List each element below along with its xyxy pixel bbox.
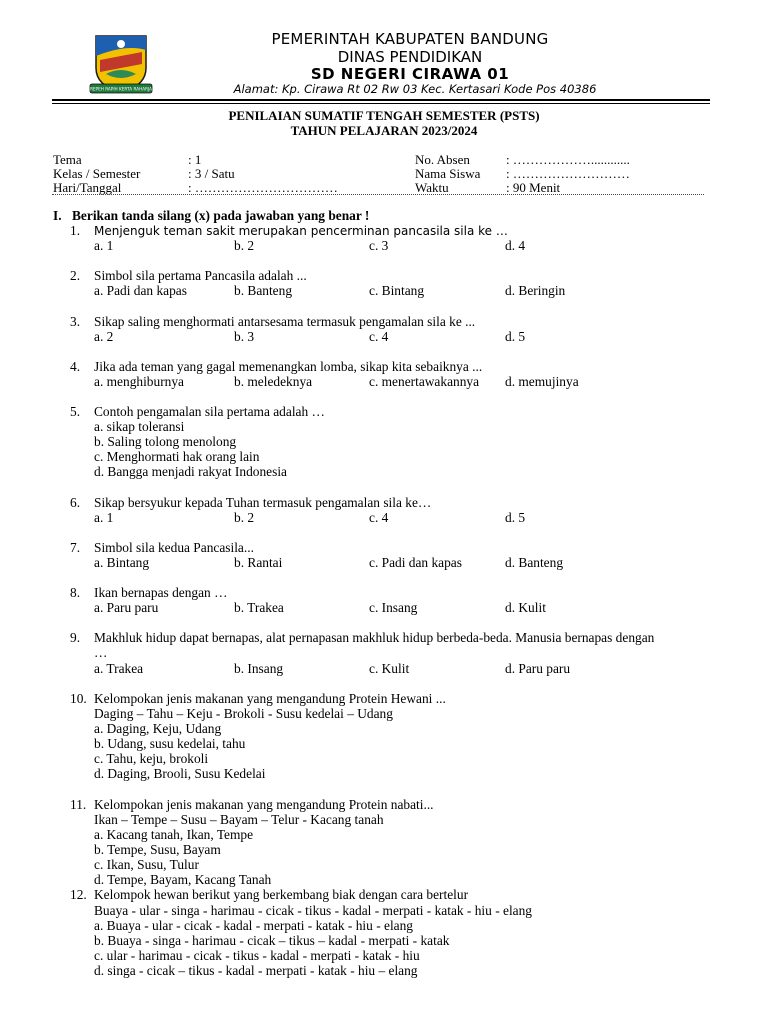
option-a[interactable]: a. menghiburnya	[94, 374, 184, 389]
option-c[interactable]: c. Kulit	[369, 661, 410, 676]
question-text-continued: Daging – Tahu – Keju - Brokoli - Susu kedelai – Udang	[94, 706, 393, 721]
option-b[interactable]: b. 2	[234, 238, 255, 253]
option-b[interactable]: b. Udang, susu kedelai, tahu	[94, 736, 246, 751]
option-c[interactable]: c. Menghormati hak orang lain	[94, 449, 260, 464]
school-name: SD NEGERI CIRAWA 01	[310, 65, 510, 83]
option-a[interactable]: a. Padi dan kapas	[94, 283, 187, 298]
question-text: Kelompokan jenis makanan yang mengandung Protein nabati...	[94, 797, 434, 812]
school-district-logo	[86, 30, 156, 98]
option-a[interactable]: a. Buaya - ular - cicak - kadal - merpati - katak - hiu - elang	[94, 918, 413, 933]
kelas-label: Kelas / Semester	[53, 166, 141, 181]
option-d[interactable]: d. Paru paru	[505, 661, 571, 676]
section-title: Berikan tanda silang (x) pada jawaban yang benar !	[72, 208, 370, 223]
header-government: PEMERINTAH KABUPATEN BANDUNG	[271, 30, 549, 48]
nama-label: Nama Siswa	[415, 166, 481, 181]
hari-label: Hari/Tanggal	[53, 180, 122, 195]
question-text: Simbol sila pertama Pancasila adalah ...	[94, 268, 307, 283]
option-c[interactable]: c. Tahu, keju, brokoli	[94, 751, 209, 766]
question-number: 7.	[70, 540, 81, 555]
question-text-continued: Buaya - ular - singa - harimau - cicak - tikus - kadal - merpati - katak - hiu - elang	[94, 903, 533, 918]
option-c[interactable]: c. Ikan, Susu, Tulur	[94, 857, 199, 872]
option-a[interactable]: a. 1	[94, 510, 114, 525]
option-c[interactable]: c. 4	[369, 510, 389, 525]
option-a[interactable]: a. Daging, Keju, Udang	[94, 721, 222, 736]
question-number: 9.	[70, 630, 81, 645]
option-b[interactable]: b. Saling tolong menolong	[94, 434, 237, 449]
option-d[interactable]: d. Kulit	[505, 600, 546, 615]
absen-value: : ………………............	[506, 152, 630, 167]
option-d[interactable]: d. Bangga menjadi rakyat Indonesia	[94, 464, 287, 479]
option-c[interactable]: c. ular - harimau - cicak - tikus - kadal - merpati - katak - hiu	[94, 948, 420, 963]
question-number: 3.	[70, 314, 81, 329]
option-c[interactable]: c. Padi dan kapas	[369, 555, 462, 570]
option-c[interactable]: c. 3	[369, 238, 389, 253]
kelas-value: : 3 / Satu	[188, 166, 235, 181]
option-b[interactable]: b. Rantai	[234, 555, 283, 570]
question-number: 2.	[70, 268, 81, 283]
header-rule-thick	[52, 99, 710, 101]
option-b[interactable]: b. meledeknya	[234, 374, 313, 389]
hari-value: : ……………………………	[188, 180, 338, 195]
question-text: Jika ada teman yang gagal memenangkan lomba, sikap kita sebaiknya ...	[94, 359, 483, 374]
option-b[interactable]: b. Insang	[234, 661, 284, 676]
exam-title: PENILAIAN SUMATIF TENGAH SEMESTER (PSTS)	[228, 108, 540, 123]
option-a[interactable]: a. Kacang tanah, Ikan, Tempe	[94, 827, 254, 842]
question-text: Kelompok hewan berikut yang berkembang biak dengan cara bertelur	[94, 887, 469, 902]
tema-value: : 1	[188, 152, 202, 167]
question-number: 8.	[70, 585, 81, 600]
option-d[interactable]: d. singa - cicak – tikus - kadal - merpati - katak - hiu – elang	[94, 963, 418, 978]
option-b[interactable]: b. 3	[234, 329, 255, 344]
tema-label: Tema	[53, 152, 82, 167]
option-c[interactable]: c. Insang	[369, 600, 418, 615]
section-number: I.	[53, 208, 62, 223]
option-b[interactable]: b. 2	[234, 510, 255, 525]
option-c[interactable]: c. 4	[369, 329, 389, 344]
option-b[interactable]: b. Banteng	[234, 283, 293, 298]
question-number: 5.	[70, 404, 81, 419]
option-d[interactable]: d. Tempe, Bayam, Kacang Tanah	[94, 872, 272, 887]
option-d[interactable]: d. memujinya	[505, 374, 579, 389]
waktu-value: : 90 Menit	[506, 180, 561, 195]
option-d[interactable]: d. Daging, Brooli, Susu Kedelai	[94, 766, 266, 781]
logo-banner-text: REPEH RAPIH KERTA RAHARJA	[89, 86, 153, 92]
question-number: 10.	[70, 691, 87, 706]
question-number: 6.	[70, 495, 81, 510]
option-b[interactable]: b. Buaya - singa - harimau - cicak – tikus – kadal - merpati - katak	[94, 933, 450, 948]
question-text-continued: Ikan – Tempe – Susu – Bayam – Telur - Kacang tanah	[94, 812, 384, 827]
question-number: 12.	[70, 887, 87, 902]
option-a[interactable]: a. 1	[94, 238, 114, 253]
waktu-label: Waktu	[415, 180, 449, 195]
absen-label: No. Absen	[415, 152, 470, 167]
nama-value: : ………………………	[506, 166, 630, 181]
question-text: Ikan bernapas dengan …	[94, 585, 228, 600]
option-c[interactable]: c. menertawakannya	[369, 374, 480, 389]
option-a[interactable]: a. Paru paru	[94, 600, 159, 615]
question-text: Simbol sila kedua Pancasila...	[94, 540, 254, 555]
question-number: 11.	[70, 797, 87, 812]
option-d[interactable]: d. 5	[505, 329, 526, 344]
option-d[interactable]: d. Banteng	[505, 555, 564, 570]
question-text: Sikap bersyukur kepada Tuhan termasuk pengamalan sila ke…	[94, 495, 432, 510]
option-b[interactable]: b. Trakea	[234, 600, 284, 615]
option-a[interactable]: a. 2	[94, 329, 114, 344]
question-text: Sikap saling menghormati antarsesama termasuk pengamalan sila ke ...	[94, 314, 476, 329]
question-text: Makhluk hidup dapat bernapas, alat pernapasan makhluk hidup berbeda-beda. Manusia bernapas dengan	[94, 630, 655, 645]
question-number: 1.	[70, 223, 81, 238]
option-c[interactable]: c. Bintang	[369, 283, 425, 298]
question-text: Kelompokan jenis makanan yang mengandung Protein Hewani ...	[94, 691, 446, 706]
option-b[interactable]: b. Tempe, Susu, Bayam	[94, 842, 221, 857]
info-divider	[52, 194, 704, 195]
exam-year: TAHUN PELAJARAN 2023/2024	[290, 123, 478, 138]
school-address: Alamat: Kp. Cirawa Rt 02 Rw 03 Kec. Kertasari Kode Pos 40386	[233, 82, 597, 96]
header-department: DINAS PENDIDIKAN	[337, 48, 483, 66]
option-d[interactable]: d. Beringin	[505, 283, 566, 298]
question-text: Contoh pengamalan sila pertama adalah …	[94, 404, 325, 419]
option-a[interactable]: a. sikap toleransi	[94, 419, 185, 434]
option-a[interactable]: a. Trakea	[94, 661, 144, 676]
question-text-continued: …	[94, 645, 108, 660]
header-rule-thin	[52, 103, 710, 104]
option-d[interactable]: d. 5	[505, 510, 526, 525]
question-text: Menjenguk teman sakit merupakan pencerminan pancasila sila ke …	[94, 224, 508, 238]
option-d[interactable]: d. 4	[505, 238, 526, 253]
option-a[interactable]: a. Bintang	[94, 555, 150, 570]
question-number: 4.	[70, 359, 81, 374]
